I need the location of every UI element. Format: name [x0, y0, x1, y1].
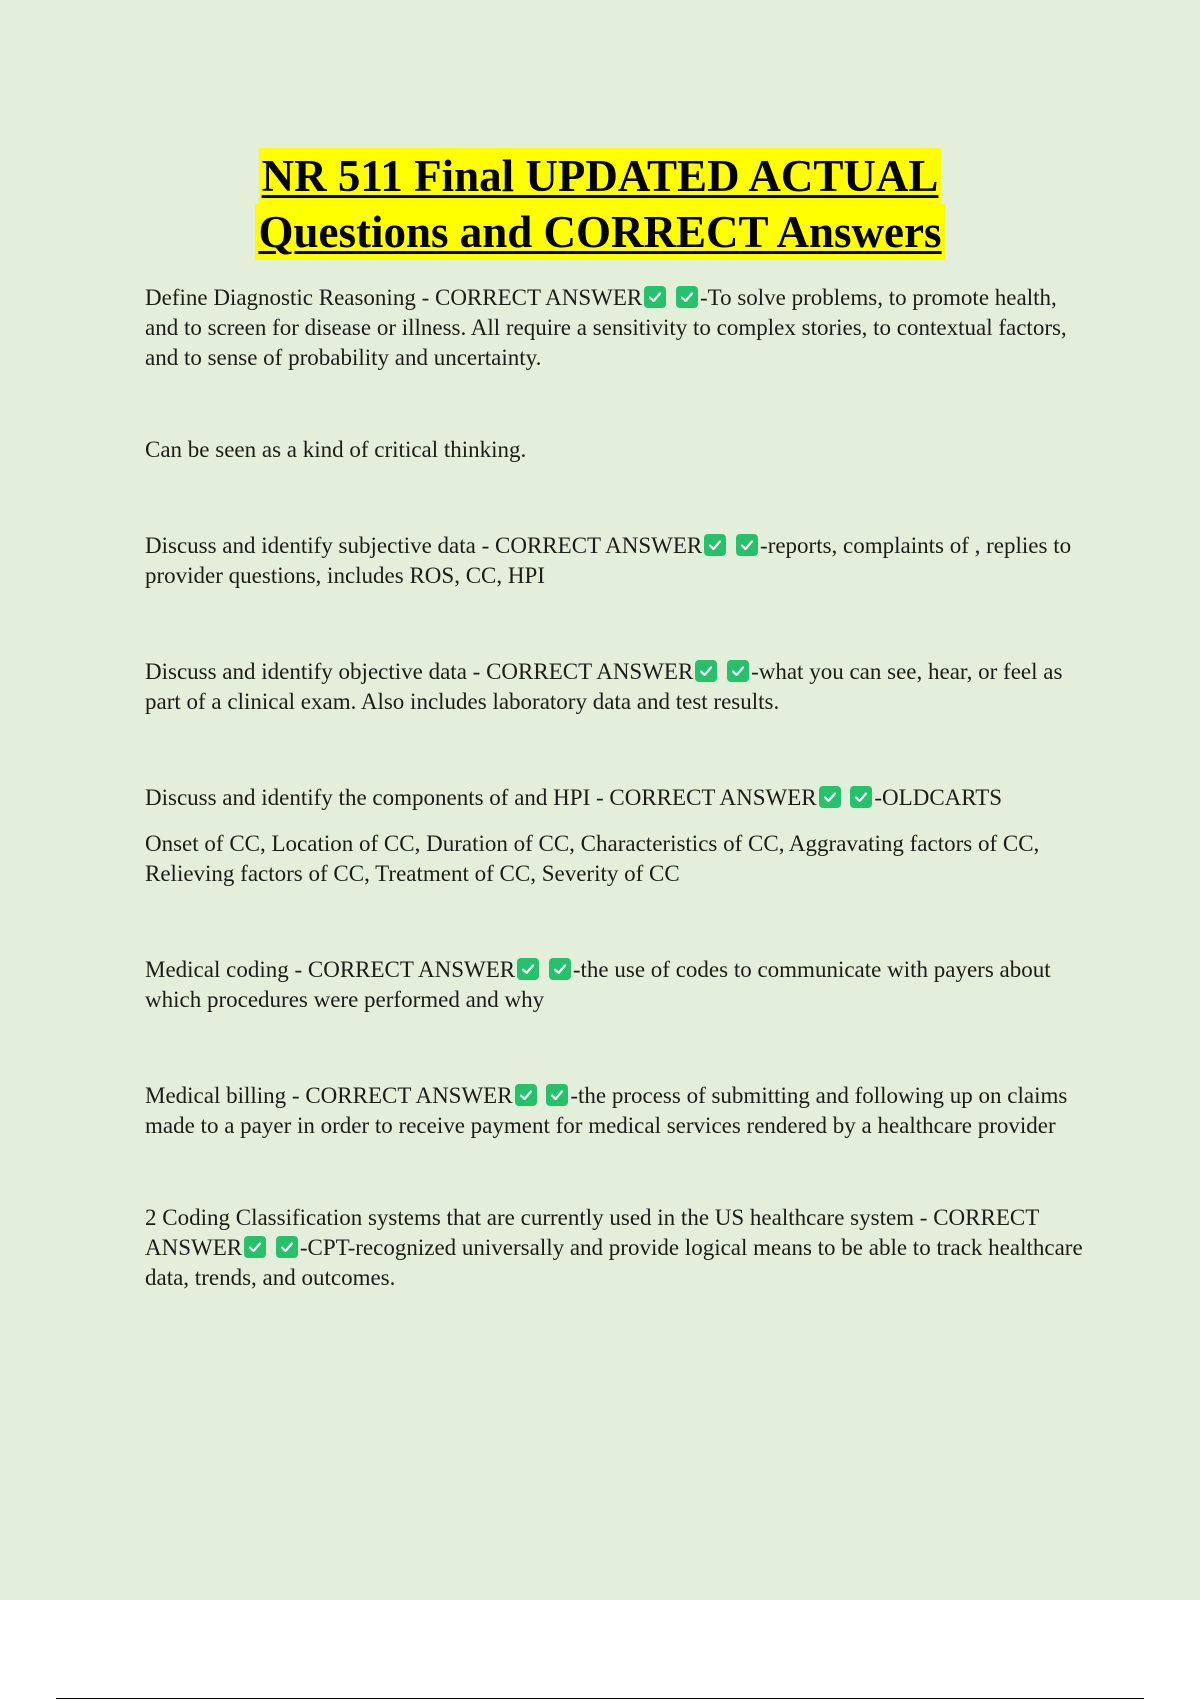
document-title — [0, 148, 1200, 260]
qa-entry — [145, 955, 1095, 1015]
qa-entry — [145, 531, 1095, 591]
qa-entry — [145, 283, 1095, 373]
check-mark-icon — [676, 286, 698, 308]
title-line-1: NR 511 Final UPDATED ACTUAL — [259, 148, 942, 204]
check-mark-icon — [644, 286, 666, 308]
question-text: Discuss and identify the components of and HPI - CORRECT ANSWER — [145, 785, 817, 810]
check-mark-icon — [515, 1084, 537, 1106]
check-mark-icon — [546, 1084, 568, 1106]
question-text: Define Diagnostic Reasoning - CORRECT ANSWER — [145, 285, 643, 310]
answer-text: -the process of submitting and following up on claims made to a payer in order to receive payment for medical services rendered by a healthcare provider — [145, 1083, 1068, 1138]
footer-divider — [56, 1698, 1144, 1699]
check-mark-icon — [819, 786, 841, 808]
answer-text: -reports, complaints of , replies to provider questions, includes ROS, CC, HPI — [145, 533, 1072, 588]
question-text: 2 Coding Classification systems that are currently used in the US healthcare system - CORRECT ANSWER — [145, 1205, 1039, 1260]
answer-text: -OLDCARTS — [874, 785, 1003, 810]
note-text: Can be seen as a kind of critical thinking. — [145, 437, 527, 462]
answer-text: -CPT-recognized universally and provide logical means to be able to track healthcare data, trends, and outcomes. — [145, 1235, 1083, 1290]
check-mark-icon — [850, 786, 872, 808]
qa-entry — [145, 1203, 1095, 1293]
answer-text: -what you can see, hear, or feel as part of a clinical exam. Also includes laboratory data and test results. — [145, 659, 1063, 714]
question-text: Discuss and identify subjective data - CORRECT ANSWER — [145, 533, 703, 558]
qa-entry — [145, 783, 1095, 813]
check-mark-icon — [276, 1236, 298, 1258]
note-text: Onset of CC, Location of CC, Duration of CC, Characteristics of CC, Aggravating factors of CC, Relieving factors of CC, Treatment of CC, Severity of CC — [145, 831, 1040, 886]
title-line-2: Questions and CORRECT Answers — [255, 204, 944, 260]
qa-entry — [145, 657, 1095, 717]
question-text: Medical billing - CORRECT ANSWER — [145, 1083, 513, 1108]
question-text: Medical coding - CORRECT ANSWER — [145, 957, 516, 982]
qa-list — [145, 283, 1095, 1293]
qa-entry — [145, 1081, 1095, 1141]
answer-text: -the use of codes to communicate with payers about which procedures were performed and why — [145, 957, 1051, 1012]
qa-entry-note — [145, 435, 1095, 465]
check-mark-icon — [704, 534, 726, 556]
qa-entry-note — [145, 829, 1095, 889]
check-mark-icon — [736, 534, 758, 556]
check-mark-icon — [727, 660, 749, 682]
check-mark-icon — [244, 1236, 266, 1258]
check-mark-icon — [695, 660, 717, 682]
question-text: Discuss and identify objective data - CORRECT ANSWER — [145, 659, 694, 684]
check-mark-icon — [517, 958, 539, 980]
check-mark-icon — [549, 958, 571, 980]
answer-text: -To solve problems, to promote health, and to screen for disease or illness. All require a sensitivity to complex stories, to contextual factors, and to sense of probability and uncertainty. — [145, 285, 1067, 370]
